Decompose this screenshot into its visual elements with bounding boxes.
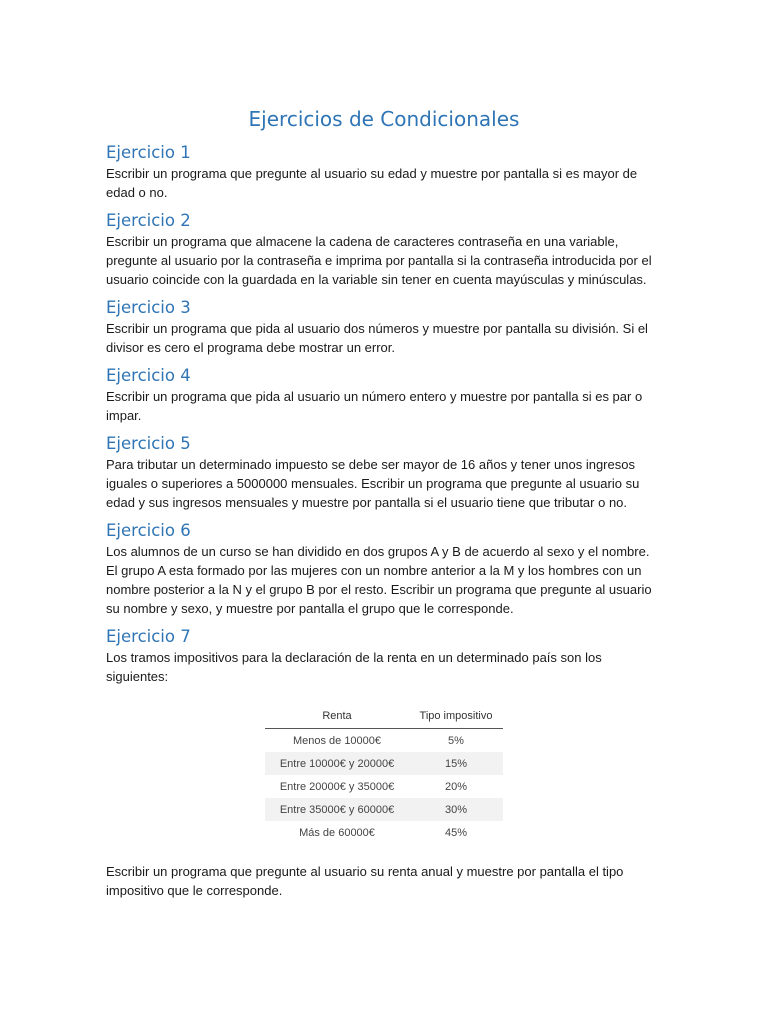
exercise-3 <box>106 297 662 357</box>
exercise-heading: Ejercicio 2 <box>106 211 191 230</box>
exercise-text-after-table: Escribir un programa que pregunte al usuario su renta anual y muestre por pantalla el tipo impositivo que le corresponde. <box>106 864 624 898</box>
exercise-4 <box>106 365 662 425</box>
exercise-heading: Ejercicio 5 <box>106 434 191 453</box>
exercise-7 <box>106 626 662 900</box>
table-row <box>265 798 503 821</box>
exercise-1 <box>106 142 662 202</box>
exercise-text: Los alumnos de un curso se han dividido en dos grupos A y B de acuerdo al sexo y el nombre. El grupo A esta formado por las mujeres con un nombre anterior a la M y los hombres con un nombre posterior a la N y el grupo B por el resto. Escribir un programa que pregunte al usuario su nombre y sexo, y muestre por pantalla el grupo que le corresponde. <box>106 544 652 616</box>
exercise-heading: Ejercicio 1 <box>106 143 191 162</box>
table-header-row <box>265 706 503 729</box>
table-row <box>265 775 503 798</box>
table-cell-renta: Entre 10000€ y 20000€ <box>265 752 409 775</box>
table-cell-renta: Entre 35000€ y 60000€ <box>265 798 409 821</box>
exercise-2 <box>106 210 662 289</box>
exercise-text: Escribir un programa que pida al usuario dos números y muestre por pantalla su división. Si el divisor es cero el programa debe mostrar un error. <box>106 321 648 355</box>
exercise-heading: Ejercicio 6 <box>106 521 191 540</box>
column-header-tipo-impositivo: Tipo impositivo <box>409 706 503 729</box>
table-cell-tipo: 15% <box>409 752 503 775</box>
exercise-heading: Ejercicio 7 <box>106 627 191 646</box>
tax-brackets-table <box>265 706 503 844</box>
document-page <box>106 104 662 908</box>
table-cell-tipo: 20% <box>444 780 468 793</box>
table-cell-renta: Entre 20000€ y 35000€ <box>279 780 395 793</box>
column-header-renta: Renta <box>265 706 409 729</box>
table-cell-renta: Menos de 10000€ <box>292 734 382 747</box>
table-row <box>265 821 503 844</box>
table-cell-renta: Más de 60000€ <box>299 826 375 839</box>
exercise-5 <box>106 433 662 512</box>
exercise-heading: Ejercicio 4 <box>106 366 191 385</box>
table-row <box>265 729 503 753</box>
exercise-text: Para tributar un determinado impuesto se debe ser mayor de 16 años y tener unos ingresos iguales o superiores a 5000000 mensuales. Escribir un programa que pregunte al usuario su edad y sus ingresos mensuales y muestre por pantalla si el usuario tiene que tributar o no. <box>106 457 640 510</box>
exercise-text: Escribir un programa que almacene la cadena de caracteres contraseña en una variable, pregunte al usuario por la contraseña e imprima por pantalla si la contraseña introducida por el usuario coincide con la guardada en la variable sin tener en cuenta mayúsculas y minúsculas. <box>106 234 652 287</box>
exercise-text: Los tramos impositivos para la declaración de la renta en un determinado país son los siguientes: <box>106 650 602 684</box>
exercise-heading: Ejercicio 3 <box>106 298 191 317</box>
table-row <box>265 752 503 775</box>
table-cell-tipo: 45% <box>444 826 468 839</box>
table-cell-tipo: 5% <box>448 734 464 747</box>
document-title: Ejercicios de Condicionales <box>248 107 520 131</box>
exercise-6 <box>106 520 662 618</box>
exercise-text: Escribir un programa que pregunte al usuario su edad y muestre por pantalla si es mayor de edad o no. <box>106 166 638 200</box>
table-cell-tipo: 30% <box>409 798 503 821</box>
exercise-text: Escribir un programa que pida al usuario un número entero y muestre por pantalla si es par o impar. <box>106 389 643 423</box>
